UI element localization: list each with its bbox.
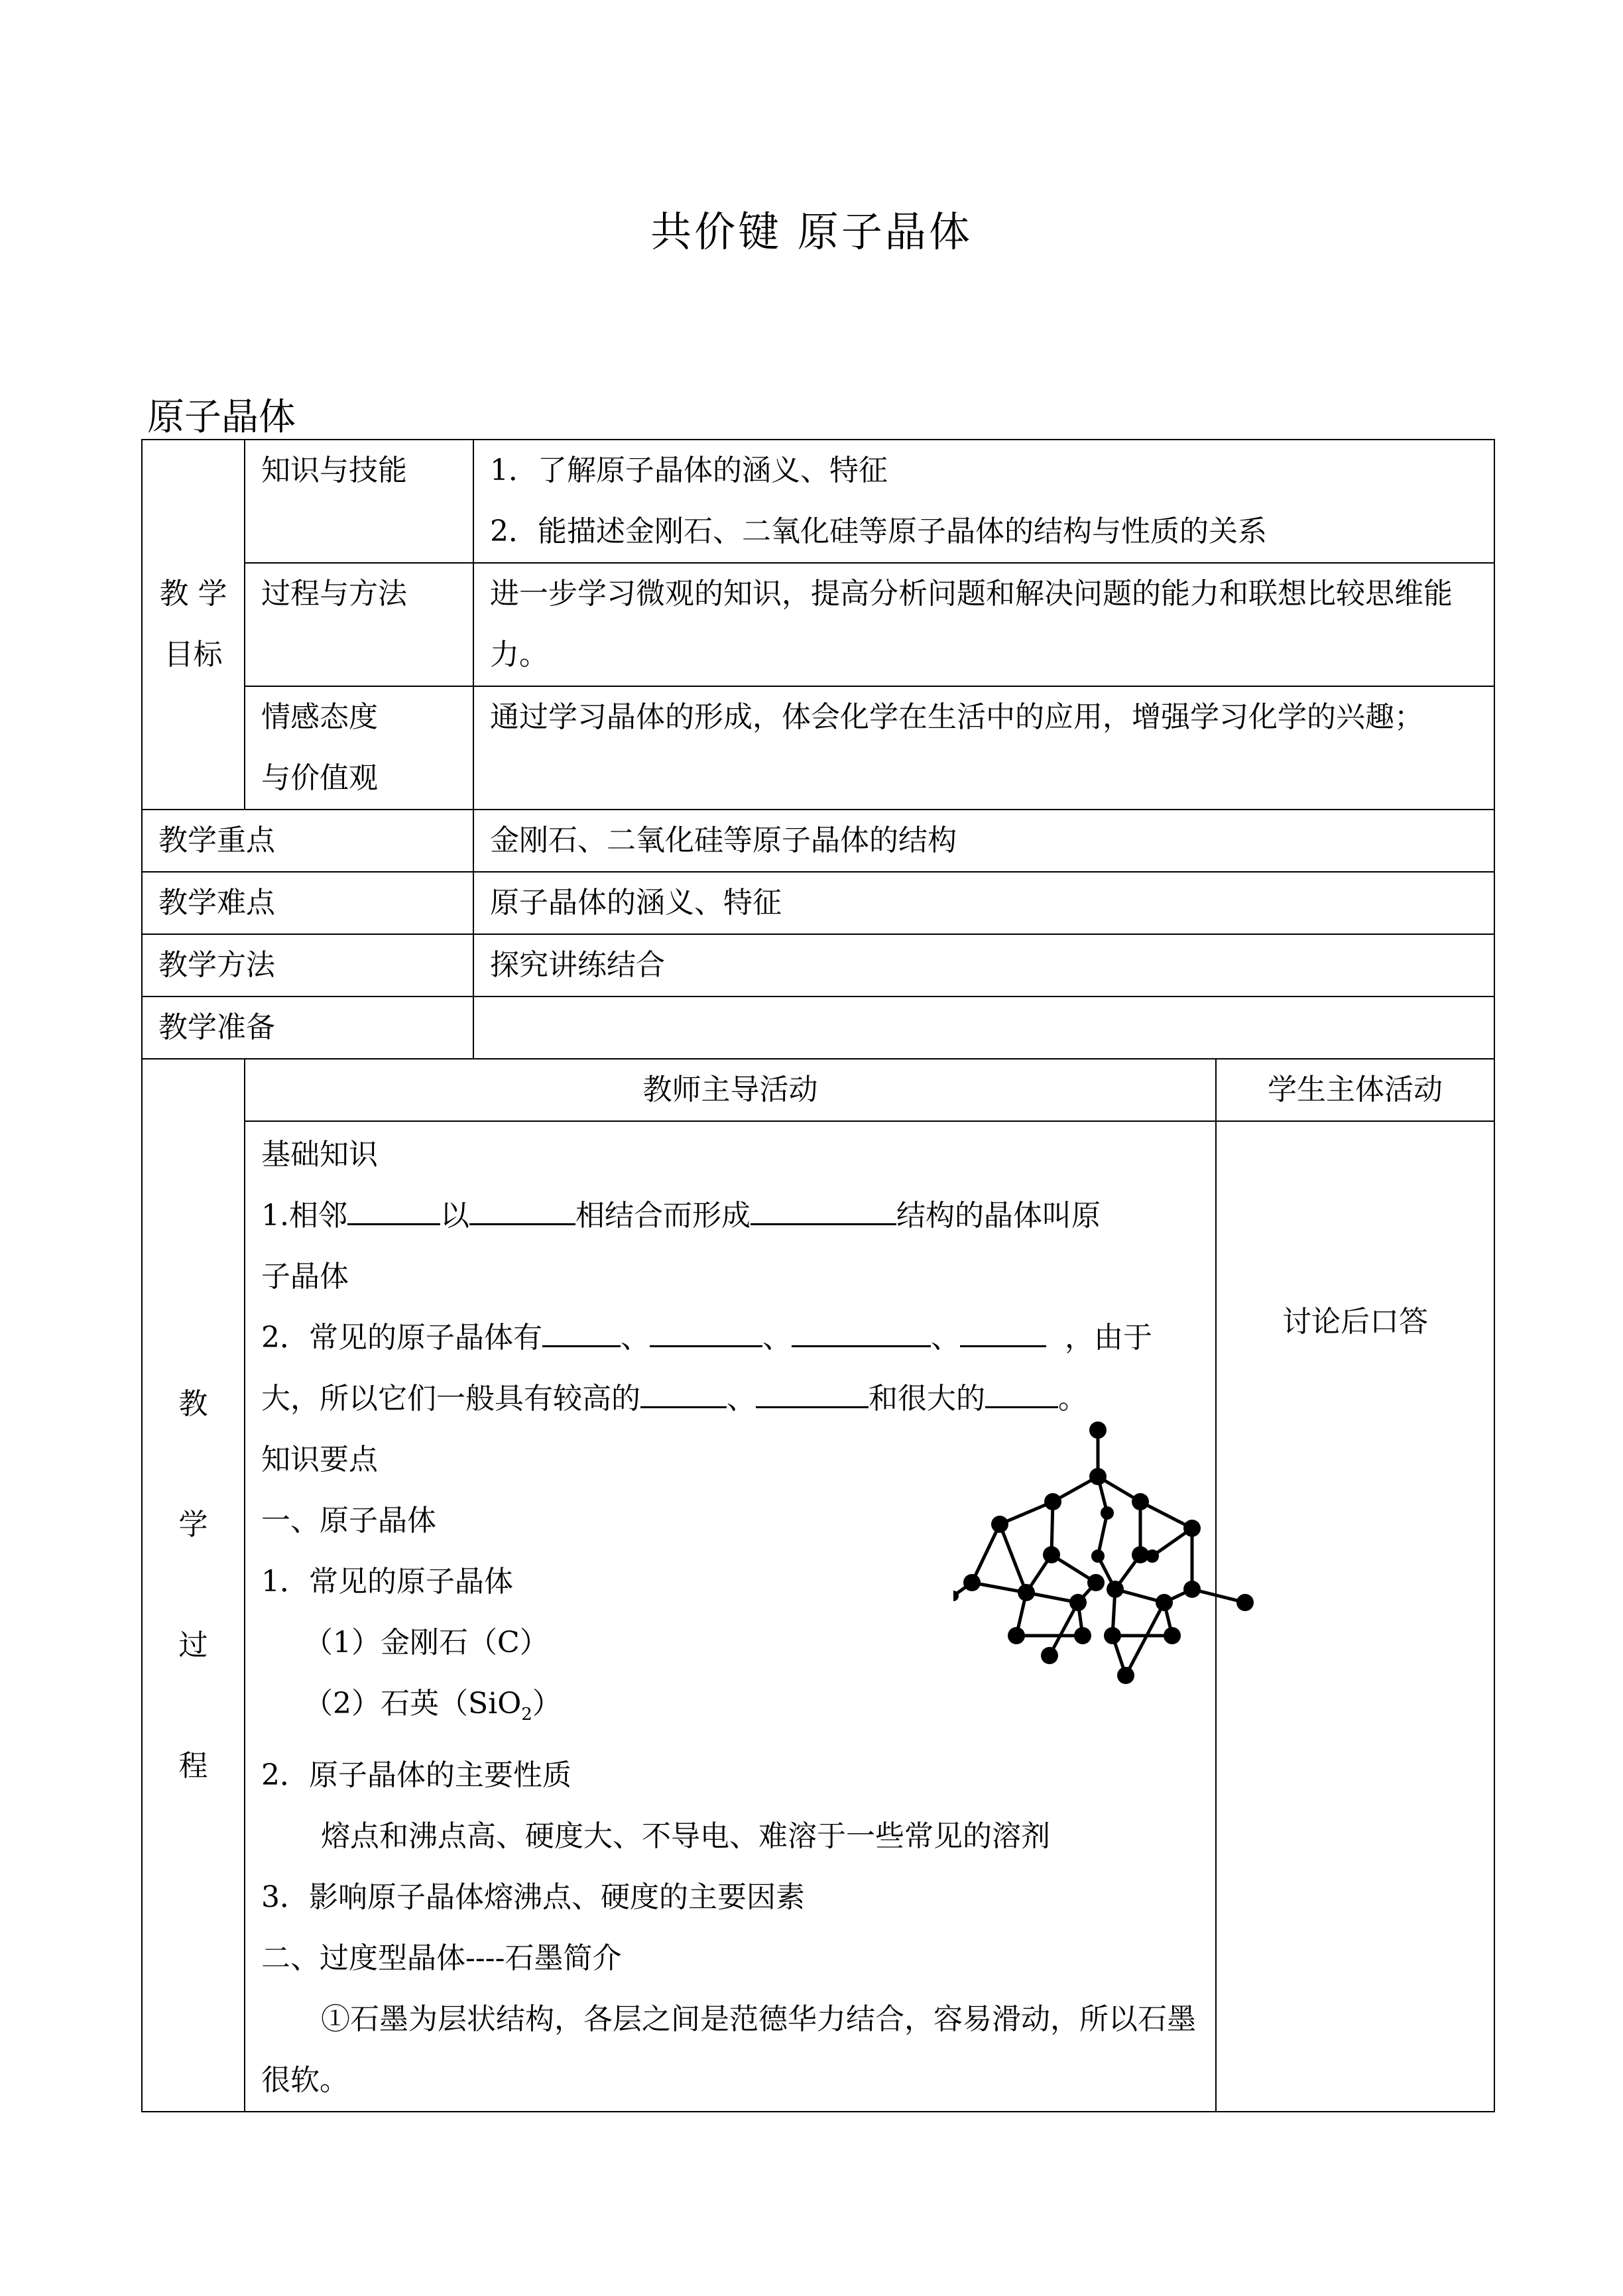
objectives-label: 教 学 目标	[142, 440, 245, 810]
atoms	[953, 1421, 1254, 1684]
teacher-activity-header: 教师主导活动	[245, 1059, 1216, 1121]
blank	[985, 1369, 1058, 1408]
blank	[960, 1308, 1046, 1347]
key-point-label: 教学重点	[142, 810, 473, 872]
method-value: 探究讲练结合	[473, 934, 1494, 997]
method-label: 教学方法	[142, 934, 473, 997]
objective-attitude-label: 情感态度 与价值观	[245, 686, 473, 810]
preparation-label: 教学准备	[142, 997, 473, 1059]
objective-attitude-text: 通过学习晶体的形成，体会化学在生活中的应用，增强学习化学的兴趣；	[473, 686, 1494, 810]
process-label: 教 学 过 程	[142, 1059, 245, 2112]
blank	[756, 1369, 869, 1408]
key-heading: 知识要点	[261, 1443, 378, 1477]
objective-process-text: 进一步学习微观的知识，提高分析问题和解决问题的能力和联想比较思维能力。	[473, 563, 1494, 686]
objective-knowledge-text: 1．了解原子晶体的涵义、特征 2．能描述金刚石、二氧化硅等原子晶体的结构与性质的关系	[473, 440, 1494, 563]
basic-heading: 基础知识	[261, 1138, 378, 1172]
blank	[347, 1186, 440, 1225]
difficulty-label: 教学难点	[142, 872, 473, 934]
key-point-value: 金刚石、二氧化硅等原子晶体的结构	[473, 810, 1494, 872]
blank	[751, 1186, 896, 1225]
blank	[650, 1308, 762, 1347]
student-activity-header: 学生主体活动	[1216, 1059, 1494, 1121]
objective-process-label: 过程与方法	[245, 563, 473, 686]
blank	[469, 1186, 575, 1225]
blank	[640, 1369, 727, 1408]
teacher-activity-content: 基础知识 1.相邻 以 相结合而形成 结构的晶体叫原 子晶体 2．常见的原子晶体有 、 、 、 ，由于 大，所以它们一般具有较高的 、 和很大的 。 知识要点 一、原子晶体 1．常见的原子晶体 （1）金刚石（C） （2）石英（SiO$_2$） 2．原子晶体的主要性质 熔点和沸点高、硬度大、不导电、难溶于一些常见的溶剂 3．影响原子晶体熔沸点、硬度的主要因素 二、过度型晶体----石墨简介 ①石墨为层状结构，各层之间是范德华力结合，容易滑动，所以石墨很软。	[245, 1121, 1216, 2112]
blank	[542, 1308, 621, 1347]
section-heading: 原子晶体	[147, 396, 296, 439]
student-activity-content: 讨论后口答	[1216, 1121, 1494, 2112]
difficulty-value: 原子晶体的涵义、特征	[473, 872, 1494, 934]
blank	[792, 1308, 931, 1347]
objective-knowledge-label: 知识与技能	[245, 440, 473, 563]
document-title: 共价键 原子晶体	[650, 208, 973, 256]
diamond-structure-diagram	[953, 1417, 1272, 1695]
preparation-value	[473, 997, 1494, 1059]
lesson-plan-table	[141, 439, 1495, 2112]
